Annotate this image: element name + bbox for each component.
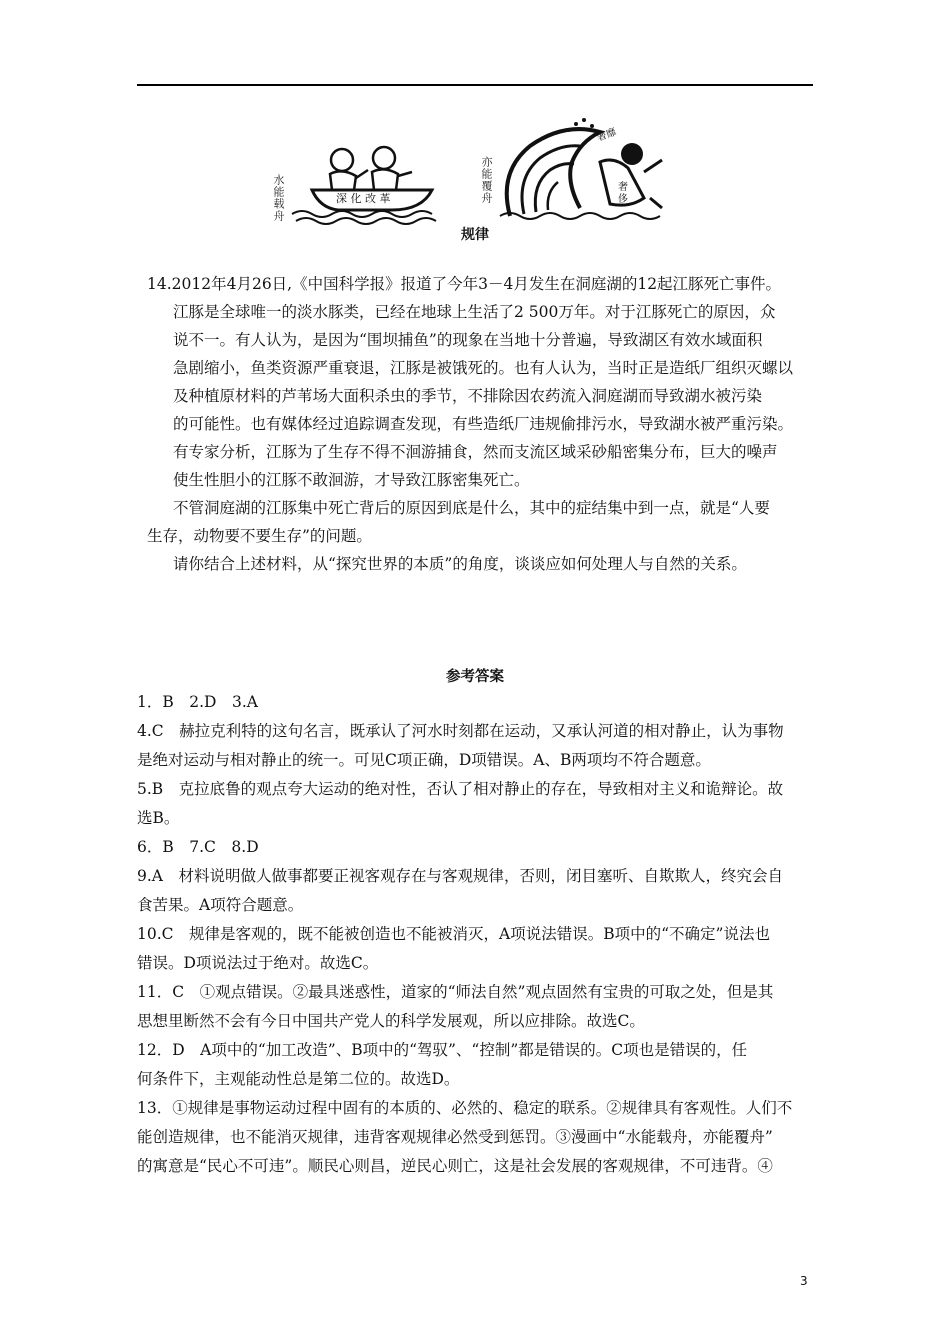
answer-line: 思想里断然不会有今日中国共产党人的科学发展观，所以应排除。故选C。 [137,1012,645,1030]
answers-title: 参考答案 [446,669,504,685]
boat-label: 深 化 改 革 [336,192,391,205]
q14-line: 说不一。有人认为，是因为“围坝捕鱼”的现象在当地十分普遍，导致湖区有效水域面积 [173,331,763,349]
cartoon-right-label: 亦能覆舟 [480,156,493,204]
answer-line: 6．B 7.C 8.D [137,838,259,856]
q14-line: 生存，动物要不要生存”的问题。 [147,527,372,545]
q14-line: 及种植原材料的芦苇场大面积杀虫的季节，不排除因农药流入洞庭湖而导致湖水被污染 [173,387,763,405]
answer-line: 1．B 2.D 3.A [137,693,258,711]
answer-line: 5.B 克拉底鲁的观点夸大运动的绝对性，否认了相对静止的存在，导致相对主义和诡辩论。故 [137,780,784,798]
answer-line: 能创造规律，也不能消灭规律，违背客观规律必然受到惩罚。③漫画中“水能载舟，亦能覆舟” [137,1128,773,1146]
q14-line: 有专家分析，江豚为了生存不得不洄游捕食，然而支流区域采砂船密集分布，巨大的噪声 [173,443,778,461]
q14-line: 请你结合上述材料，从“探究世界的本质”的角度，谈谈应如何处理人与自然的关系。 [173,555,747,573]
answer-line: 9.A 材料说明做人做事都要正视客观存在与客观规律，否则，闭目塞听、自欺欺人，终究会自 [137,867,783,885]
answer-line: 食苦果。A项符合题意。 [137,896,304,914]
wave-illustration [480,112,680,222]
question-14 [147,270,827,578]
answer-line: 11．C ①观点错误。②最具迷惑性，道家的“师法自然”观点固然有宝贵的可取之处，但是其 [137,983,774,1001]
cartoon-left-label: 水能载舟 [272,174,285,222]
q14-line: 14.2012年4月26日,《中国科学报》报道了今年3－4月发生在洞庭湖的12起江豚死亡事件。 [147,275,782,293]
answer-line: 是绝对运动与相对静止的统一。可见C项正确，D项错误。A、B两项均不符合题意。 [137,751,711,769]
q14-line: 不管洞庭湖的江豚集中死亡背后的原因到底是什么，其中的症结集中到一点，就是“人要 [173,499,770,517]
q14-line: 江豚是全球唯一的淡水豚类，已经在地球上生活了2 500万年。对于江豚死亡的原因，众 [173,303,776,321]
wave-label-bottom: 奢侈 [618,182,628,205]
answer-line: 12．D A项中的“加工改造”、B项中的“驾驭”、“控制”都是错误的。C项也是错误的，任 [137,1041,748,1059]
cartoon-boat [272,118,442,228]
q14-line: 使生性胆小的江豚不敢洄游，才导致江豚密集死亡。 [173,471,530,489]
page-number: 3 [800,1274,808,1288]
cartoon-wave [480,112,680,222]
answer-line: 何条件下，主观能动性总是第二位的。故选D。 [137,1070,460,1088]
answer-line: 选B。 [137,809,180,827]
answer-line: 错误。D项说法过于绝对。故选C。 [137,954,379,972]
wave-label-top: 奢靡 [595,126,618,144]
cartoon-caption: 规律 [461,227,489,243]
answers-list [137,688,827,1181]
q14-line: 的可能性。也有媒体经过追踪调查发现，有些造纸厂违规偷排污水，导致湖水被严重污染。 [173,415,794,433]
q14-line: 急剧缩小，鱼类资源严重衰退，江豚是被饿死的。也有人认为，当时正是造纸厂组织灭螺以 [173,359,794,377]
answer-line: 10.C 规律是客观的，既不能被创造也不能被消灭，A项说法错误。B项中的“不确定”说法也 [137,925,770,943]
answer-line: 13．①规律是事物运动过程中固有的本质的、必然的、稳定的联系。②规律具有客观性。人们不 [137,1099,793,1117]
answer-line: 的寓意是“民心不可违”。顺民心则昌，逆民心则亡，这是社会发展的客观规律，不可违背。④ [137,1157,773,1175]
answer-line: 4.C 赫拉克利特的这句名言，既承认了河水时刻都在运动，又承认河道的相对静止，认为事物 [137,722,784,740]
header-rule [137,84,813,86]
boat-illustration [272,118,442,228]
